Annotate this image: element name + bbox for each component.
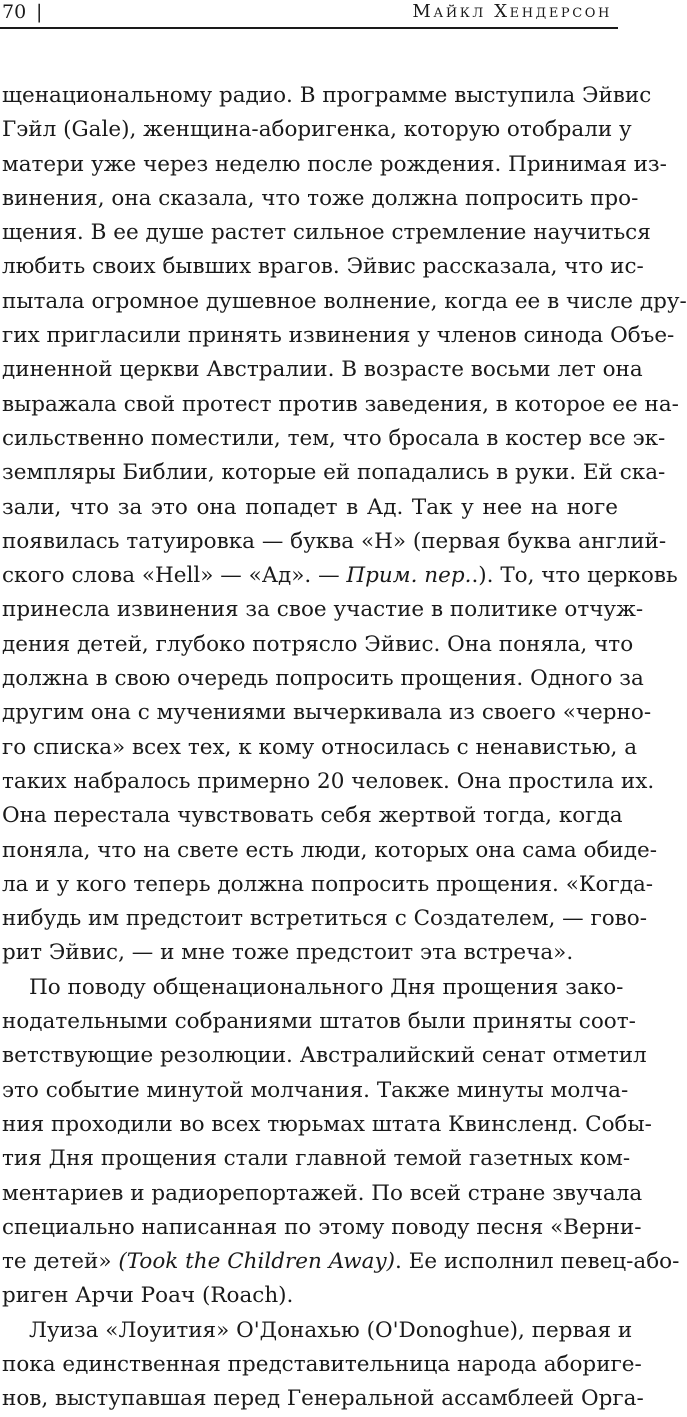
text-line: нибудь им предстоит встретиться с Создателем, — гово- — [2, 906, 647, 932]
text-line: ветствующие резолюции. Австралийский сенат отметил — [2, 1043, 647, 1069]
text-line: дения детей, глубоко потрясло Эйвис. Она поняла, что — [2, 631, 634, 657]
page-header — [0, 0, 620, 30]
text-line: другим она с мучениями вычеркивала из своего «черно- — [2, 700, 652, 726]
text-line: те детей» (Took the Children Away). Ее исполнил певец-або- — [2, 1249, 680, 1275]
text-line: щенациональному радио. В программе выступила Эйвис — [2, 83, 652, 108]
text-line: пока единственная представительница народа абориге- — [2, 1351, 642, 1377]
text-line: ла и у кого теперь должна попросить прощения. «Когда- — [2, 871, 654, 897]
text-line: земпляры Библии, которые ей попадались в руки. Ей ска- — [2, 460, 666, 486]
text-line: пытала огромное душевное волнение, когда ее в числе дру- — [2, 288, 687, 314]
text-line: риген Арчи Роач (Roach). — [2, 1283, 294, 1309]
text-line: винения, она сказала, что тоже должна попросить про- — [2, 185, 639, 211]
text-line: тия Дня прощения стали главной темой газетных ком- — [2, 1146, 631, 1172]
text-line: нодательными собраниями штатов были приняты соот- — [2, 1009, 636, 1035]
text-line: зали, что за это она попадет в Ад. Так у нее на ноге — [2, 494, 618, 520]
text-line: По поводу общенационального Дня прощения зако- — [29, 974, 624, 1000]
translator-note: Прим. пер. — [346, 563, 472, 589]
text-line: специально написанная по этому поводу песня «Верни- — [2, 1214, 642, 1240]
text-line: ментариев и радиорепортажей. По всей стране звучала — [2, 1180, 643, 1206]
text-line: принесла извинения за свое участие в политике отчуж- — [2, 597, 644, 623]
text-line: щения. В ее душе растет сильное стремление научиться — [2, 220, 651, 246]
text-line: поняла, что на свете есть люди, которых она сама обиде- — [2, 837, 657, 863]
page-number: 70 — [2, 1, 27, 23]
text-line: матери уже через неделю после рождения. Принимая из- — [2, 151, 667, 177]
text-line: Гэйл (Gale), женщина-аборигенка, которую отобрали у — [2, 117, 632, 143]
body-text — [2, 79, 687, 1417]
text-line: сильственно поместили, тем, что бросала в костер все эк- — [2, 425, 666, 451]
text-line: ского слова «Hell» — «Ад». — Прим. пер..). То, что церковь — [2, 563, 678, 589]
text-line: появилась татуировка — буква «H» (первая буква англий- — [2, 528, 667, 554]
song-title-english: (Took the Children Away) — [118, 1249, 396, 1275]
text-line: таких набралось примерно 20 человек. Она простила их. — [2, 768, 655, 794]
text-line: нов, выступавшая перед Генеральной ассамблеей Орга- — [2, 1386, 644, 1412]
text-line: Она перестала чувствовать себя жертвой тогда, когда — [2, 803, 623, 829]
header-rule — [0, 27, 618, 29]
text-line: гих пригласили принять извинения у членов синода Объе- — [2, 323, 675, 349]
text-line: выражала свой протест против заведения, в которое ее на- — [2, 391, 679, 417]
text-line: диненной церкви Австралии. В возрасте восьми лет она — [2, 357, 643, 383]
text-line: ния проходили во всех тюрьмах штата Квинсленд. Собы- — [2, 1111, 652, 1137]
running-head-author: Майкл Хендерсон — [412, 1, 612, 22]
text-line: должна в свою очередь попросить прощения. Одного за — [2, 666, 644, 692]
text-line: Луиза «Лоуития» О'Донахью (O'Donoghue), первая и — [29, 1317, 633, 1343]
text-line: го списка» всех тех, к кому относилась с ненавистью, а — [2, 734, 638, 760]
text-line: рит Эйвис, — и мне тоже предстоит эта встреча». — [2, 940, 574, 966]
text-line: это событие минутой молчания. Также минуты молча- — [2, 1077, 629, 1103]
header-separator: | — [36, 1, 43, 23]
text-line: любить своих бывших врагов. Эйвис рассказала, что ис- — [2, 254, 644, 280]
